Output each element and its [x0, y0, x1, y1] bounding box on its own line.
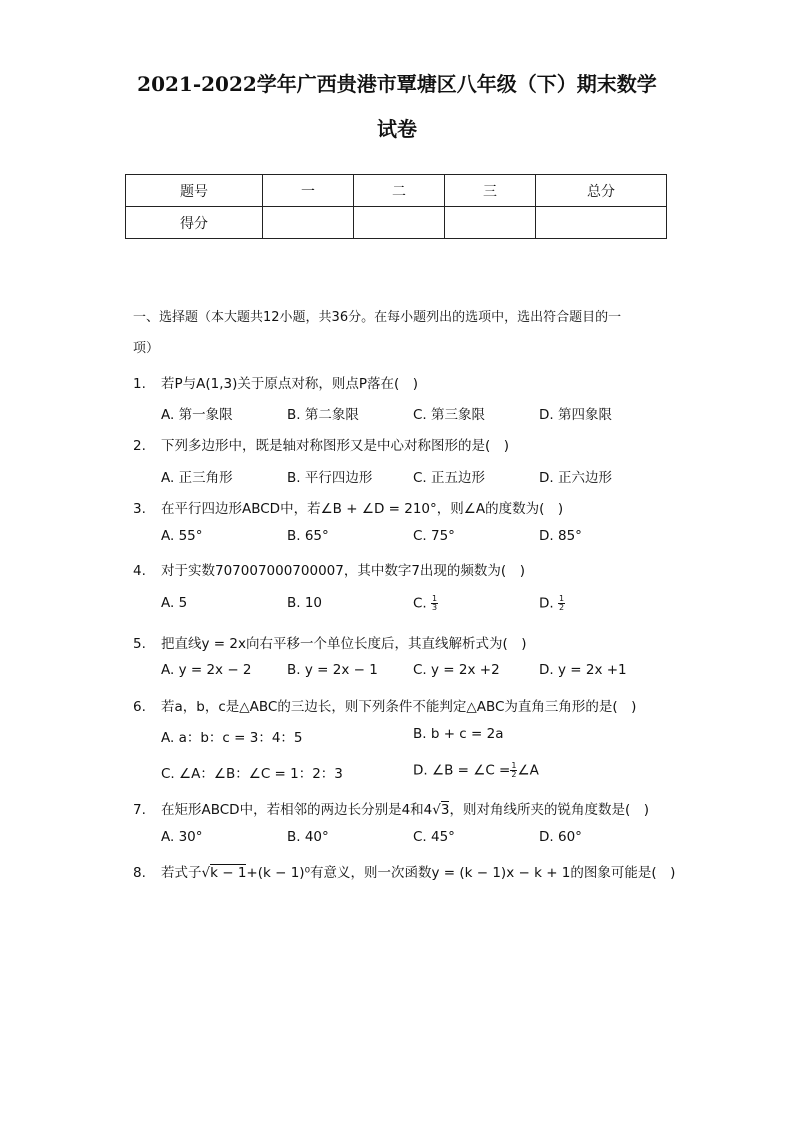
question-text: 在矩形ABCD中，若相邻的两边长分别是4和4 [161, 802, 433, 818]
question-8 [133, 861, 675, 881]
header-cell: 一 [263, 175, 354, 207]
option-a: A. 5 [161, 595, 188, 611]
row-label: 得分 [126, 207, 263, 239]
question-text-tail: ，则对角线所夹的锐角度数是( ) [449, 802, 650, 818]
option-b: B. 40° [287, 829, 329, 845]
option-label: C. [413, 595, 427, 612]
option-c: C. 45° [413, 829, 455, 845]
fraction-numerator: 1 [511, 761, 517, 770]
option-b: B. 平行四边形 [287, 470, 373, 486]
header-cell: 三 [445, 175, 536, 207]
option-d: D. 60° [539, 829, 582, 845]
fraction-numerator: 1 [558, 594, 565, 603]
question-number: 5. [133, 636, 146, 652]
score-cell [536, 207, 667, 239]
option-b: B. y = 2x − 1 [287, 662, 378, 678]
option-d [413, 762, 539, 779]
option-a: A. 30° [161, 829, 203, 845]
option-c: C. y = 2x +2 [413, 662, 500, 678]
option-b: B. b + c = 2a [413, 726, 504, 742]
question-2 [133, 434, 509, 454]
option-d: D. y = 2x +1 [539, 662, 627, 678]
option-label: D. ∠B = ∠C = [413, 762, 511, 779]
header-cell: 题号 [126, 175, 263, 207]
option-c: C. ∠A：∠B：∠C = 1：2：3 [161, 766, 343, 782]
question-text: 对于实数707007000700007，其中数字7出现的频数为( ) [161, 563, 525, 579]
option-d: D. 第四象限 [539, 407, 612, 423]
option-a: A. y = 2x − 2 [161, 662, 252, 678]
score-cell [354, 207, 445, 239]
question-1 [133, 372, 418, 392]
option-c: C. 75° [413, 528, 455, 544]
question-number: 2. [133, 438, 146, 454]
document-title-line2: 试卷 [377, 117, 417, 141]
question-4 [133, 559, 525, 579]
fraction-numerator: 1 [432, 594, 438, 603]
option-d: D. 正六边形 [539, 470, 612, 486]
question-text: 若a，b，c是△ABC的三边长，则下列条件不能判定△ABC为直角三角形的是( ) [161, 699, 637, 715]
question-7 [133, 798, 649, 818]
option-a: A. 第一象限 [161, 407, 233, 423]
option-b: B. 10 [287, 595, 323, 611]
question-number: 1. [133, 376, 146, 392]
option-c [413, 595, 438, 612]
sqrt-radicand: k − 1 [210, 865, 247, 881]
question-number: 6. [133, 699, 146, 715]
option-d [539, 595, 565, 612]
fraction [558, 595, 565, 612]
question-text: 把直线y = 2x向右平移一个单位长度后，其直线解析式为( ) [161, 636, 527, 652]
question-number: 3. [133, 501, 146, 517]
question-3 [133, 497, 563, 517]
score-table-header-row [126, 175, 667, 207]
document-title-line1: 2021-2022学年广西贵港市覃塘区八年级（下）期末数学 [137, 72, 657, 96]
question-text: 在平行四边形ABCD中，若∠B + ∠D = 210°，则∠A的度数为( ) [161, 501, 564, 517]
section-heading-line1: 一、选择题（本大题共12小题，共36分。在每小题列出的选项中，选出符合题目的一 [133, 310, 622, 325]
question-number: 4. [133, 563, 146, 579]
question-5 [133, 632, 527, 652]
score-table [125, 174, 667, 239]
option-b: B. 第二象限 [287, 407, 359, 423]
header-cell: 二 [354, 175, 445, 207]
score-cell [445, 207, 536, 239]
option-a: A. 正三角形 [161, 470, 233, 486]
option-b: B. 65° [287, 528, 329, 544]
sqrt-sign: √ [432, 802, 441, 818]
option-c: C. 第三象限 [413, 407, 486, 423]
option-d: D. 85° [539, 528, 582, 544]
option-c: C. 正五边形 [413, 470, 486, 486]
question-text: 若式子 [161, 865, 202, 881]
question-number: 8. [133, 865, 146, 881]
question-6 [133, 695, 636, 715]
sqrt-sign: √ [201, 865, 211, 881]
score-cell [263, 207, 354, 239]
section-heading-line2: 项） [133, 341, 160, 356]
fraction [431, 595, 438, 612]
question-text: 若P与A(1,3)关于原点对称，则点P落在( ) [161, 376, 419, 392]
question-number: 7. [133, 802, 146, 818]
question-text-tail: +(k − 1)⁰有意义，则一次函数y = (k − 1)x − k + 1的图象可能是( ) [246, 865, 676, 881]
fraction-denominator: 2 [511, 770, 517, 779]
score-table-score-row [126, 207, 667, 239]
sqrt-radicand: 3 [440, 802, 450, 818]
option-a: A. a：b：c = 3：4：5 [161, 730, 303, 746]
question-text: 下列多边形中，既是轴对称图形又是中心对称图形的是( ) [161, 438, 510, 454]
fraction-denominator: 2 [558, 603, 565, 612]
option-tail: ∠A [517, 762, 539, 779]
header-cell: 总分 [536, 175, 667, 207]
option-a: A. 55° [161, 528, 203, 544]
fraction-denominator: 3 [432, 603, 438, 612]
option-label: D. [539, 595, 554, 612]
